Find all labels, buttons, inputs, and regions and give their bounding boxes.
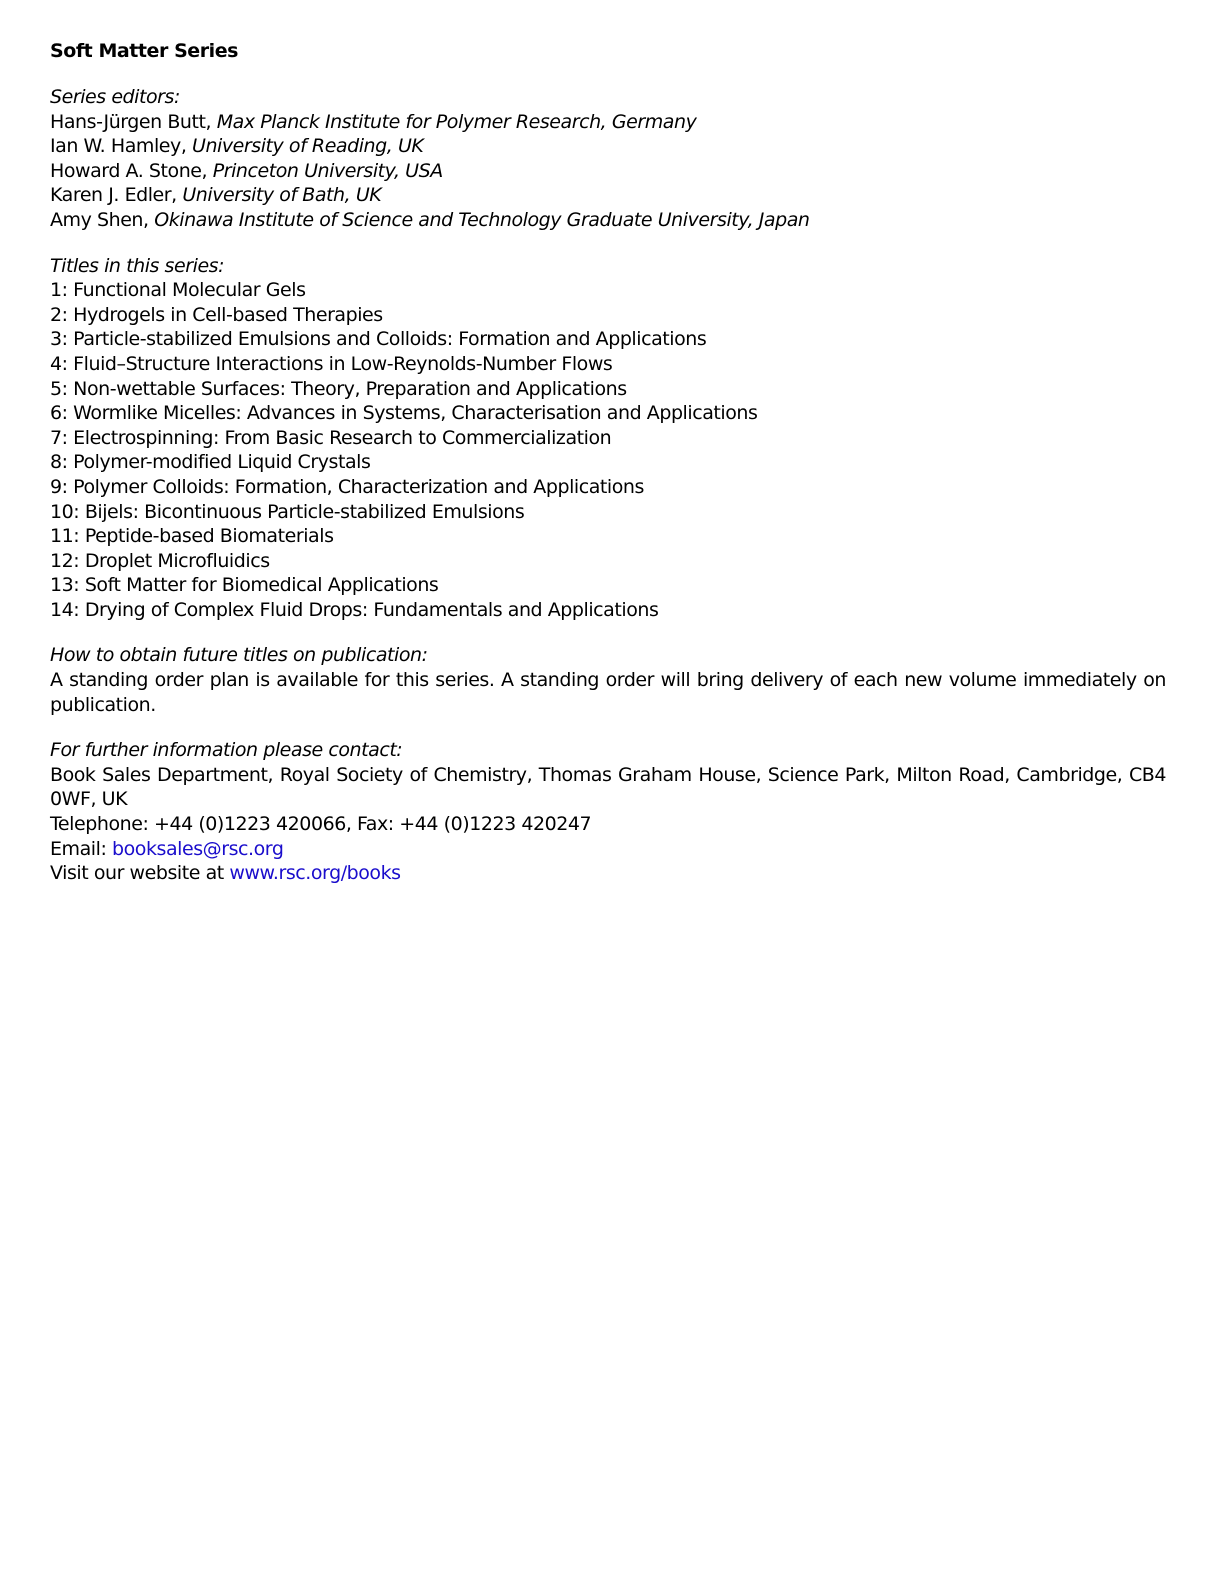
editor-name: Hans-Jürgen Butt,: [50, 110, 217, 133]
title-list-item: 13: Soft Matter for Biomedical Applications: [50, 574, 439, 597]
website-link[interactable]: www.rsc.org/books: [229, 862, 401, 885]
editor-name: Karen J. Edler,: [50, 184, 183, 207]
editors-section: [50, 85, 1166, 233]
contact-address-line-2: 0WF, UK: [50, 788, 128, 811]
title-list-item: 4: Fluid–Structure Interactions in Low-Reynolds-Number Flows: [50, 352, 613, 375]
title-list-item: 9: Polymer Colloids: Formation, Characterization and Applications: [50, 475, 644, 498]
series-title: Soft Matter Series: [50, 40, 239, 62]
document-page: [50, 38, 1166, 886]
contact-section: [50, 738, 1166, 886]
contact-email-line: [50, 837, 1166, 862]
editor-entry: [50, 208, 1166, 233]
editor-affiliation: University of Reading, UK: [192, 135, 424, 158]
title-list-item: 7: Electrospinning: From Basic Research to Commercialization: [50, 426, 612, 449]
editor-entry: [50, 159, 1166, 184]
editor-entry: [50, 183, 1166, 208]
title-list-item: 5: Non-wettable Surfaces: Theory, Preparation and Applications: [50, 377, 627, 400]
website-label: Visit our website at: [50, 862, 230, 885]
obtain-heading: How to obtain future titles on publication:: [50, 644, 428, 667]
editor-entry: [50, 110, 1166, 135]
editor-affiliation: Princeton University, USA: [212, 159, 443, 182]
email-label: Email:: [50, 837, 113, 860]
title-list-item: 6: Wormlike Micelles: Advances in Systems, Characterisation and Applications: [50, 402, 758, 425]
contact-heading: For further information please contact:: [50, 739, 403, 762]
editor-name: Howard A. Stone,: [50, 159, 213, 182]
editors-heading: Series editors:: [50, 86, 180, 108]
editor-entry: [50, 134, 1166, 159]
editor-name: Ian W. Hamley,: [50, 135, 192, 158]
title-list-item: 2: Hydrogels in Cell-based Therapies: [50, 303, 383, 326]
title-list-item: 3: Particle-stabilized Emulsions and Colloids: Formation and Applications: [50, 328, 707, 351]
contact-telephone: Telephone: +44 (0)1223 420066, Fax: +44 (0)1223 420247: [50, 813, 592, 836]
contact-address-line-1: Book Sales Department, Royal Society of Chemistry, Thomas Graham House, Science Park, Milton Road, Cambridge, CB4: [50, 763, 1166, 786]
title-list-item: 10: Bijels: Bicontinuous Particle-stabilized Emulsions: [50, 500, 525, 523]
title-list-item: 12: Droplet Microfluidics: [50, 549, 270, 572]
titles-section: [50, 254, 1166, 623]
editor-affiliation: Max Planck Institute for Polymer Research, Germany: [216, 110, 697, 133]
title-list-item: 14: Drying of Complex Fluid Drops: Fundamentals and Applications: [50, 598, 659, 621]
editor-affiliation: Okinawa Institute of Science and Technology Graduate University, Japan: [154, 208, 810, 231]
obtain-section: [50, 643, 1166, 717]
title-list-item: 8: Polymer-modified Liquid Crystals: [50, 451, 371, 474]
title-list-item: 1: Functional Molecular Gels: [50, 279, 306, 302]
title-list-item: 11: Peptide-based Biomaterials: [50, 525, 334, 548]
editor-affiliation: University of Bath, UK: [182, 184, 382, 207]
editor-name: Amy Shen,: [50, 208, 155, 231]
email-link[interactable]: booksales@rsc.org: [112, 837, 284, 860]
obtain-text-line-1: A standing order plan is available for this series. A standing order will bring delivery of each new volume immediately on: [50, 669, 1166, 692]
titles-heading: Titles in this series:: [50, 254, 225, 277]
obtain-text-line-2: publication.: [50, 693, 156, 716]
contact-website-line: [50, 861, 1166, 886]
